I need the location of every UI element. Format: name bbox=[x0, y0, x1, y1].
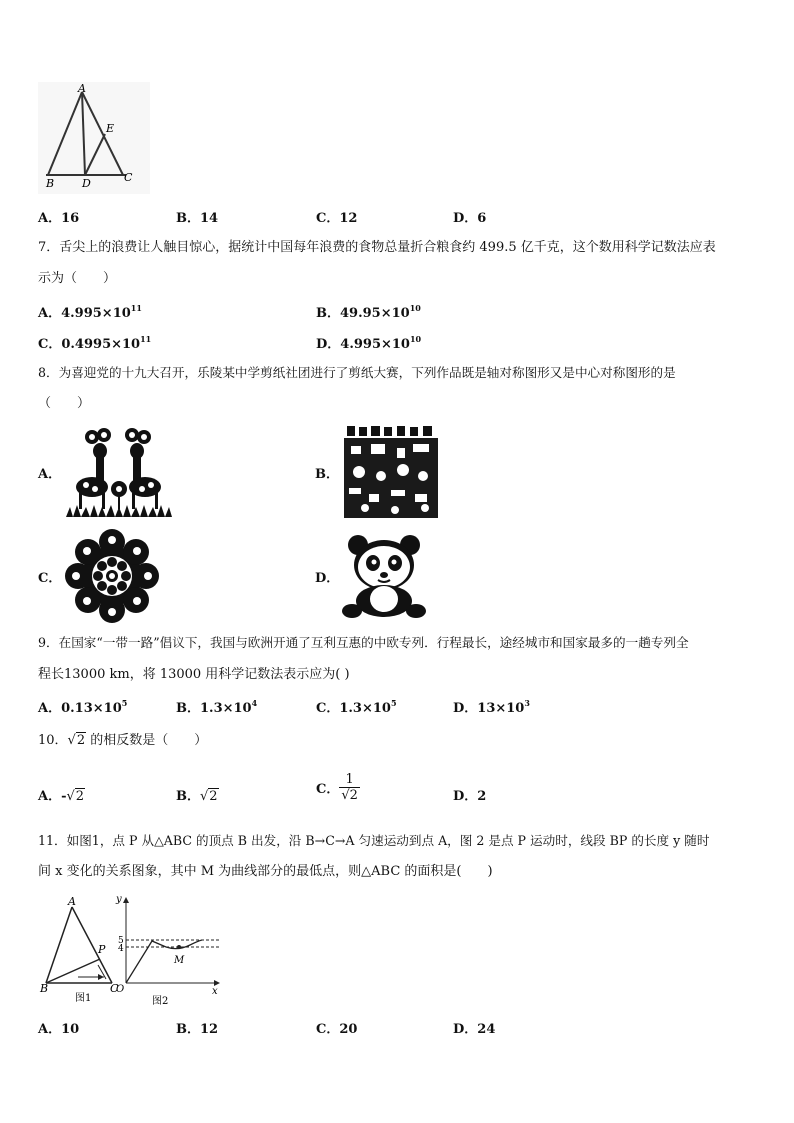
numerator: 1 bbox=[339, 772, 360, 788]
option-label: C． bbox=[38, 337, 62, 352]
q7-option-d[interactable] bbox=[316, 333, 421, 352]
option-label: C． bbox=[316, 782, 340, 797]
option-label: D． bbox=[453, 211, 478, 226]
question-number: 10． bbox=[38, 733, 68, 748]
q10-option-a[interactable] bbox=[38, 785, 85, 804]
panda-papercut-image[interactable] bbox=[342, 533, 430, 619]
q9-stem-line1: 9．在国家“一带一路”倡议下，我国与欧洲开通了互利互惠的中欧专列．行程最长，途经城市和国家最多的一趟专列全 bbox=[38, 635, 689, 650]
option-label: D． bbox=[316, 337, 341, 352]
option-value: 12 bbox=[339, 211, 358, 226]
q6-label-b: B bbox=[46, 177, 55, 190]
option-label: B． bbox=[176, 789, 200, 804]
q9-stem-line2: 程长13000 km，将 13000 用科学记数法表示应为( ) bbox=[38, 667, 350, 682]
option-label: D． bbox=[453, 701, 478, 716]
party-congress-papercut-image[interactable] bbox=[341, 424, 441, 520]
option-value: 24 bbox=[477, 1022, 496, 1037]
q10-option-c[interactable] bbox=[316, 772, 360, 803]
q11-stem-line1: 11．如图1，点 P 从△ABC 的顶点 B 出发，沿 B→C→A 匀速运动到点 A，图 2 是点 P 运动时，线段 BP 的长度 y 随时 bbox=[38, 833, 710, 848]
option-label: B． bbox=[316, 306, 340, 321]
option-label: D． bbox=[453, 789, 478, 804]
q6-label-a: A bbox=[78, 82, 86, 95]
q11-fig1-label-p: P bbox=[98, 943, 106, 956]
q11-fig1-caption: 图1 bbox=[75, 993, 92, 1004]
option-value: 10 bbox=[61, 1022, 80, 1037]
option-value: 4.995×10 bbox=[340, 337, 410, 352]
q9-option-b[interactable] bbox=[176, 697, 257, 716]
q8-option-c-label[interactable]: C． bbox=[38, 571, 62, 586]
denominator: √2 bbox=[341, 788, 358, 803]
option-exponent: 10 bbox=[409, 334, 422, 344]
q8-option-d-label[interactable]: D． bbox=[315, 571, 340, 586]
option-exponent: 5 bbox=[390, 698, 397, 708]
q6-label-c: C bbox=[124, 171, 133, 184]
option-label: B． bbox=[176, 211, 200, 226]
q10-stem bbox=[38, 732, 207, 750]
option-value: 0.13×10 bbox=[61, 701, 122, 716]
option-label: D． bbox=[453, 1022, 478, 1037]
q11-fig2-tick-5: 5 bbox=[118, 936, 124, 946]
option-exponent: 10 bbox=[409, 303, 421, 313]
option-value: 20 bbox=[339, 1022, 358, 1037]
q8-stem-line1: 8．为喜迎党的十九大召开，乐陵某中学剪纸社团进行了剪纸大赛，下列作品既是轴对称图形又是中心对称图形的是 bbox=[38, 365, 676, 380]
option-exponent: 4 bbox=[251, 698, 258, 708]
q6-option-d[interactable] bbox=[453, 207, 486, 226]
sqrt-expression: √2 bbox=[67, 733, 86, 748]
q11-figure2-graph bbox=[110, 893, 224, 1011]
radicand: 2 bbox=[76, 733, 86, 748]
q7-stem-line1: 7．舌尖上的浪费让人触目惊心，据统计中国每年浪费的食物总量折合粮食约 499.5 亿千克，这个数用科学记数法应表 bbox=[38, 240, 716, 255]
option-exponent: 5 bbox=[121, 698, 128, 708]
deer-papercut-image[interactable] bbox=[64, 427, 174, 519]
q6-option-c[interactable] bbox=[316, 207, 357, 226]
q6-option-b[interactable] bbox=[176, 207, 218, 226]
question-text: 的相反数是（ ） bbox=[86, 733, 208, 748]
q11-option-c[interactable] bbox=[316, 1018, 357, 1037]
q11-fig2-label-x: x bbox=[212, 986, 218, 997]
option-label: C． bbox=[316, 211, 340, 226]
option-value: 2 bbox=[477, 789, 487, 804]
q10-option-b[interactable] bbox=[176, 785, 219, 804]
q8-option-b-label[interactable]: B． bbox=[315, 467, 339, 482]
option-exponent: 11 bbox=[130, 303, 142, 313]
flower-papercut-image[interactable] bbox=[63, 527, 161, 625]
radicand: 2 bbox=[349, 788, 358, 803]
option-value: 6 bbox=[477, 211, 487, 226]
sqrt-expression: √2 bbox=[66, 789, 85, 804]
q11-option-d[interactable] bbox=[453, 1018, 495, 1037]
q7-option-a[interactable] bbox=[38, 302, 142, 321]
q11-fig2-label-m: M bbox=[174, 955, 185, 966]
q11-option-a[interactable] bbox=[38, 1018, 79, 1037]
option-label: B． bbox=[176, 701, 200, 716]
q6-label-e: E bbox=[106, 122, 115, 135]
q8-option-a-label[interactable]: A． bbox=[38, 467, 62, 482]
q9-option-d[interactable] bbox=[453, 697, 530, 716]
option-label: B． bbox=[176, 1022, 200, 1037]
q11-fig2-tick-4: 4 bbox=[118, 944, 124, 954]
q7-option-b[interactable] bbox=[316, 302, 421, 321]
q7-option-c[interactable] bbox=[38, 333, 151, 352]
option-label: A． bbox=[38, 701, 62, 716]
sqrt-expression: √2 bbox=[200, 789, 218, 804]
option-value: 1.3×10 bbox=[200, 701, 252, 716]
option-label: A． bbox=[38, 306, 62, 321]
q11-fig1-label-a: A bbox=[68, 895, 76, 908]
option-label: C． bbox=[316, 701, 340, 716]
q11-fig2-label-o: O bbox=[116, 984, 125, 995]
option-value: 0.4995×10 bbox=[61, 337, 141, 352]
q7-stem-line2: 示为（ ） bbox=[38, 271, 117, 286]
option-value: 12 bbox=[200, 1022, 219, 1037]
q6-triangle-figure bbox=[38, 82, 150, 194]
option-label: A． bbox=[38, 211, 62, 226]
option-exponent: 3 bbox=[524, 698, 530, 708]
q6-option-a[interactable] bbox=[38, 207, 79, 226]
q8-stem-line2: （ ） bbox=[38, 396, 91, 411]
q6-label-d: D bbox=[82, 177, 91, 190]
option-value: 13×10 bbox=[477, 701, 525, 716]
q11-option-b[interactable] bbox=[176, 1018, 218, 1037]
q11-stem-line2: 间 x 变化的关系图象，其中 M 为曲线部分的最低点，则△ABC 的面积是( ) bbox=[38, 864, 493, 879]
q11-fig1-label-b: B bbox=[40, 982, 49, 995]
option-label: A． bbox=[38, 789, 62, 804]
option-value: 16 bbox=[61, 211, 80, 226]
option-sign: - bbox=[61, 789, 67, 804]
q9-option-a[interactable] bbox=[38, 697, 127, 716]
q9-option-c[interactable] bbox=[316, 697, 397, 716]
option-value: 1.3×10 bbox=[339, 701, 391, 716]
q11-fig2-label-y: y bbox=[116, 894, 122, 905]
option-value: 14 bbox=[200, 211, 219, 226]
option-label: A． bbox=[38, 1022, 62, 1037]
fraction bbox=[339, 772, 360, 803]
option-exponent: 11 bbox=[140, 334, 152, 344]
q10-option-d[interactable] bbox=[453, 785, 486, 804]
q11-fig1-label-c: C bbox=[110, 982, 119, 995]
option-value: 49.95×10 bbox=[340, 306, 410, 321]
q11-fig2-caption: 图2 bbox=[152, 996, 169, 1007]
radicand: 2 bbox=[209, 789, 218, 804]
option-label: C． bbox=[316, 1022, 340, 1037]
option-value: 4.995×10 bbox=[61, 306, 131, 321]
radicand: 2 bbox=[75, 789, 85, 804]
